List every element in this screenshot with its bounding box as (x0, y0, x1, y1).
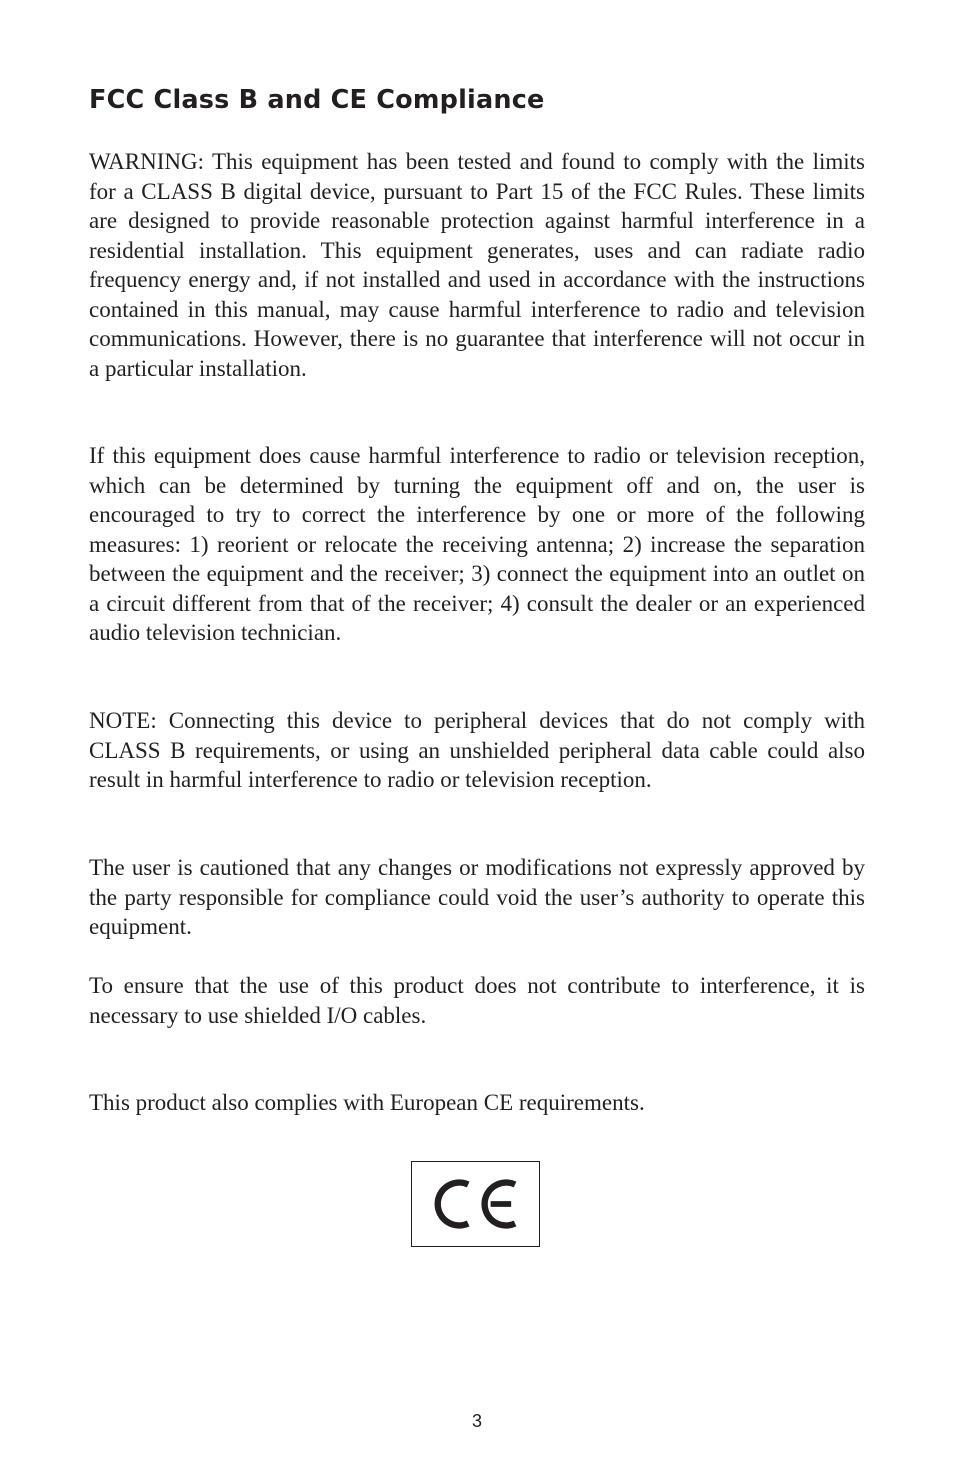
shielded-cables-paragraph: To ensure that the use of this product does not contribute to interference, it is necessary to use shielded I/O cables. (89, 973, 865, 1028)
ce-mark-icon (412, 1162, 539, 1246)
page-title: FCC Class B and CE Compliance (89, 85, 545, 115)
page-number: 3 (471, 1411, 482, 1431)
note-paragraph: NOTE: Connecting this device to peripheral devices that do not comply with CLASS B requirements, or using an unshielded peripheral data cable could also result in harmful interference to radio or television reception. (89, 708, 865, 792)
modifications-caution-paragraph: The user is cautioned that any changes or modifications not expressly approved by the party responsible for compliance could void the user’s authority to operate this equipment. (89, 855, 865, 939)
warning-paragraph: WARNING: This equipment has been tested and found to comply with the limits for a CLASS B digital device, pursuant to Part 15 of the FCC Rules. These limits are designed to provide reasonable protection against harmful interference in a residential installation. This equipment generates, uses and can radiate radio frequency energy and, if not installed and used in accordance with the instructions contained in this manual, may cause harmful interference to radio and television communications. However, there is no guarantee that interference will not occur in a particular installation. (89, 149, 865, 381)
ce-mark-box (411, 1161, 540, 1247)
document-page (89, 0, 865, 1475)
interference-measures-paragraph: If this equipment does cause harmful interference to radio or television reception, which can be determined by turning the equipment off and on, the user is encouraged to try to correct the interference by one or more of the following measures: 1) reorient or relocate the receiving antenna; 2) increase the separation between the equipment and the receiver; 3) connect the equipment into an outlet on a circuit different from that of the receiver; 4) consult the dealer or an experienced audio television technician. (89, 443, 865, 645)
ce-compliance-paragraph: This product also complies with European CE requirements. (89, 1090, 645, 1115)
